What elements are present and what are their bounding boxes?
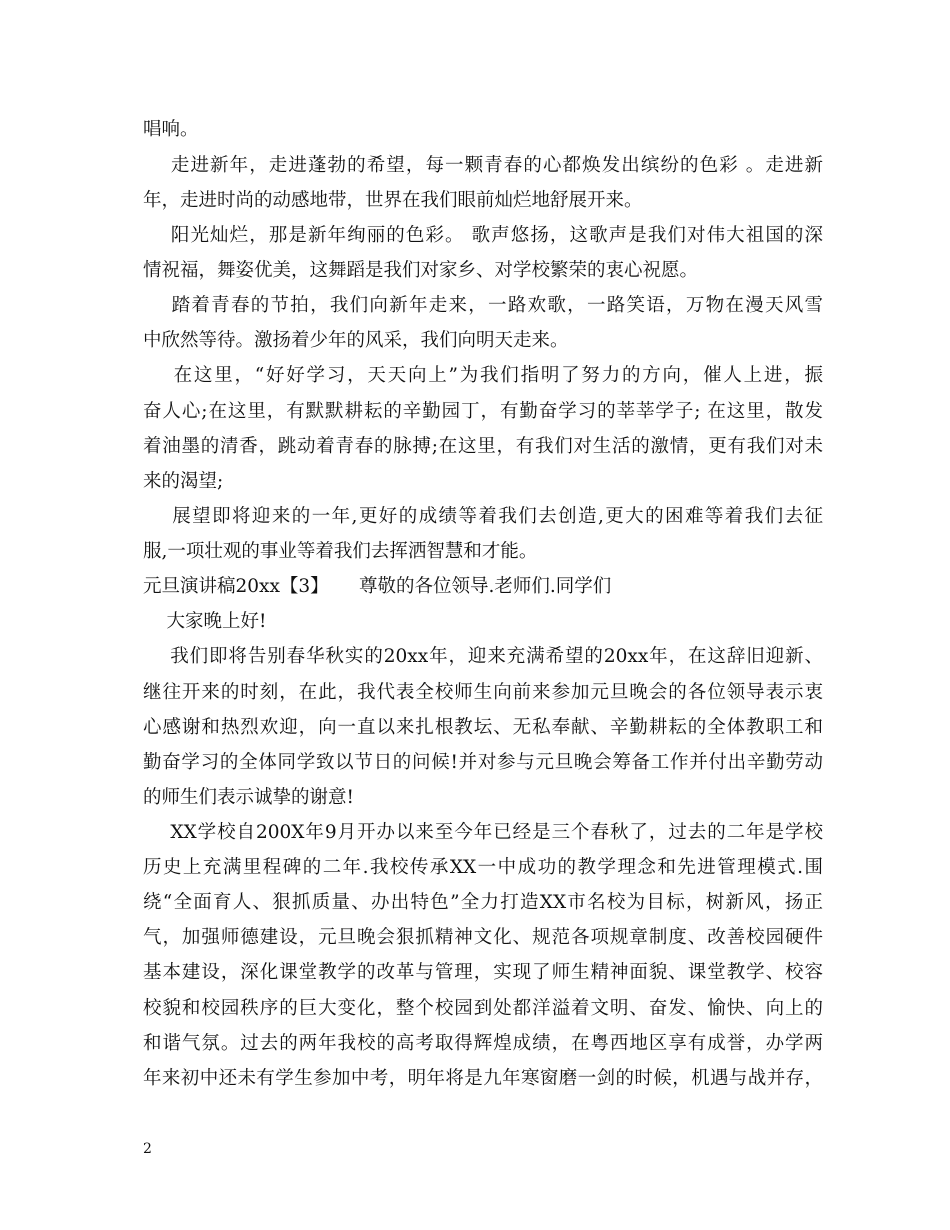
paragraph-line: 勤奋学习的全体同学致以节日的问候!并对参与元旦晚会筹备工作并付出辛勤劳动 xyxy=(143,752,823,773)
paragraph-line: 和谐气氛。过去的两年我校的高考取得辉煌成绩，在粤西地区享有成誉，办学两 xyxy=(143,1033,823,1054)
paragraph-line: 展望即将迎来的一年,更好的成绩等着我们去创造,更大的困难等着我们去征 xyxy=(143,506,823,527)
page-number: 2 xyxy=(143,1141,152,1157)
paragraph-line: 年，走进时尚的动感地带，世界在我们眼前灿烂地舒展开来。 xyxy=(143,190,643,211)
paragraph-line: 继往开来的时刻，在此，我代表全校师生向前来参加元旦晚会的各位领导表示衷 xyxy=(143,682,823,703)
paragraph-line: 大家晚上好! xyxy=(143,611,267,632)
paragraph-line: 走进新年，走进蓬勃的希望，每一颗青春的心都焕发出缤纷的色彩 。走进新 xyxy=(143,155,823,176)
paragraph-line: 历史上充满里程碑的二年.我校传承XX一中成功的教学理念和先进管理模式.围 xyxy=(143,857,823,878)
paragraph-line: XX学校自200X年9月开办以来至今年已经是三个春秋了，过去的二年是学校 xyxy=(143,822,823,843)
paragraph-line: 来的渴望; xyxy=(143,471,224,492)
paragraph-line: 中欣然等待。激扬着少年的风采，我们向明天走来。 xyxy=(143,330,569,351)
paragraph-line: 服,一项壮观的事业等着我们去挥洒智慧和才能。 xyxy=(143,541,538,562)
paragraph-line: 唱响。 xyxy=(143,119,199,140)
paragraph-line: 阳光灿烂，那是新年绚丽的色彩。 歌声悠扬，这歌声是我们对伟大祖国的深 xyxy=(143,225,823,246)
paragraph-line: 奋人心;在这里，有默默耕耘的辛勤园丁，有勤奋学习的莘莘学子; 在这里，散发 xyxy=(143,401,823,422)
paragraph-line: 绕“全面育人、狠抓质量、办出特色”全力打造XX市名校为目标，树新风，扬正 xyxy=(143,892,823,913)
paragraph-line: 校貌和校园秩序的巨大变化，整个校园到处都洋溢着文明、奋发、愉快、向上的 xyxy=(143,998,823,1019)
salutation: 尊敬的各位领导.老师们.同学们 xyxy=(359,576,612,597)
paragraph-line: 在这里，“好好学习，天天向上”为我们指明了努力的方向，催人上进，振 xyxy=(143,365,823,386)
paragraph-line: 我们即将告别春华秋实的20xx年，迎来充满希望的20xx年，在这辞旧迎新、 xyxy=(143,646,823,667)
paragraph-line: 着油墨的清香，跳动着青春的脉搏;在这里，有我们对生活的激情，更有我们对未 xyxy=(143,436,823,457)
paragraph-line: 的师生们表示诚挚的谢意! xyxy=(143,787,354,808)
paragraph-line: 情祝福，舞姿优美，这舞蹈是我们对家乡、对学校繁荣的衷心祝愿。 xyxy=(143,260,699,281)
section-heading xyxy=(143,575,823,599)
paragraph-line: 气，加强师德建设，元旦晚会狠抓精神文化、规范各项规章制度、改善校园硬件 xyxy=(143,927,823,948)
paragraph-line: 年来初中还未有学生参加中考，明年将是九年寒窗磨一剑的时候，机遇与战并存， xyxy=(143,1068,823,1089)
paragraph-line: 基本建设，深化课堂教学的改革与管理，实现了师生精神面貌、课堂教学、校容 xyxy=(143,962,823,983)
paragraph-line: 踏着青春的节拍，我们向新年走来，一路欢歌，一路笑语，万物在漫天风雪 xyxy=(143,295,823,316)
section-title: 元旦演讲稿20xx【3】 xyxy=(143,576,329,597)
paragraph-line: 心感谢和热烈欢迎，向一直以来扎根教坛、无私奉献、辛勤耕耘的全体教职工和 xyxy=(143,717,823,738)
